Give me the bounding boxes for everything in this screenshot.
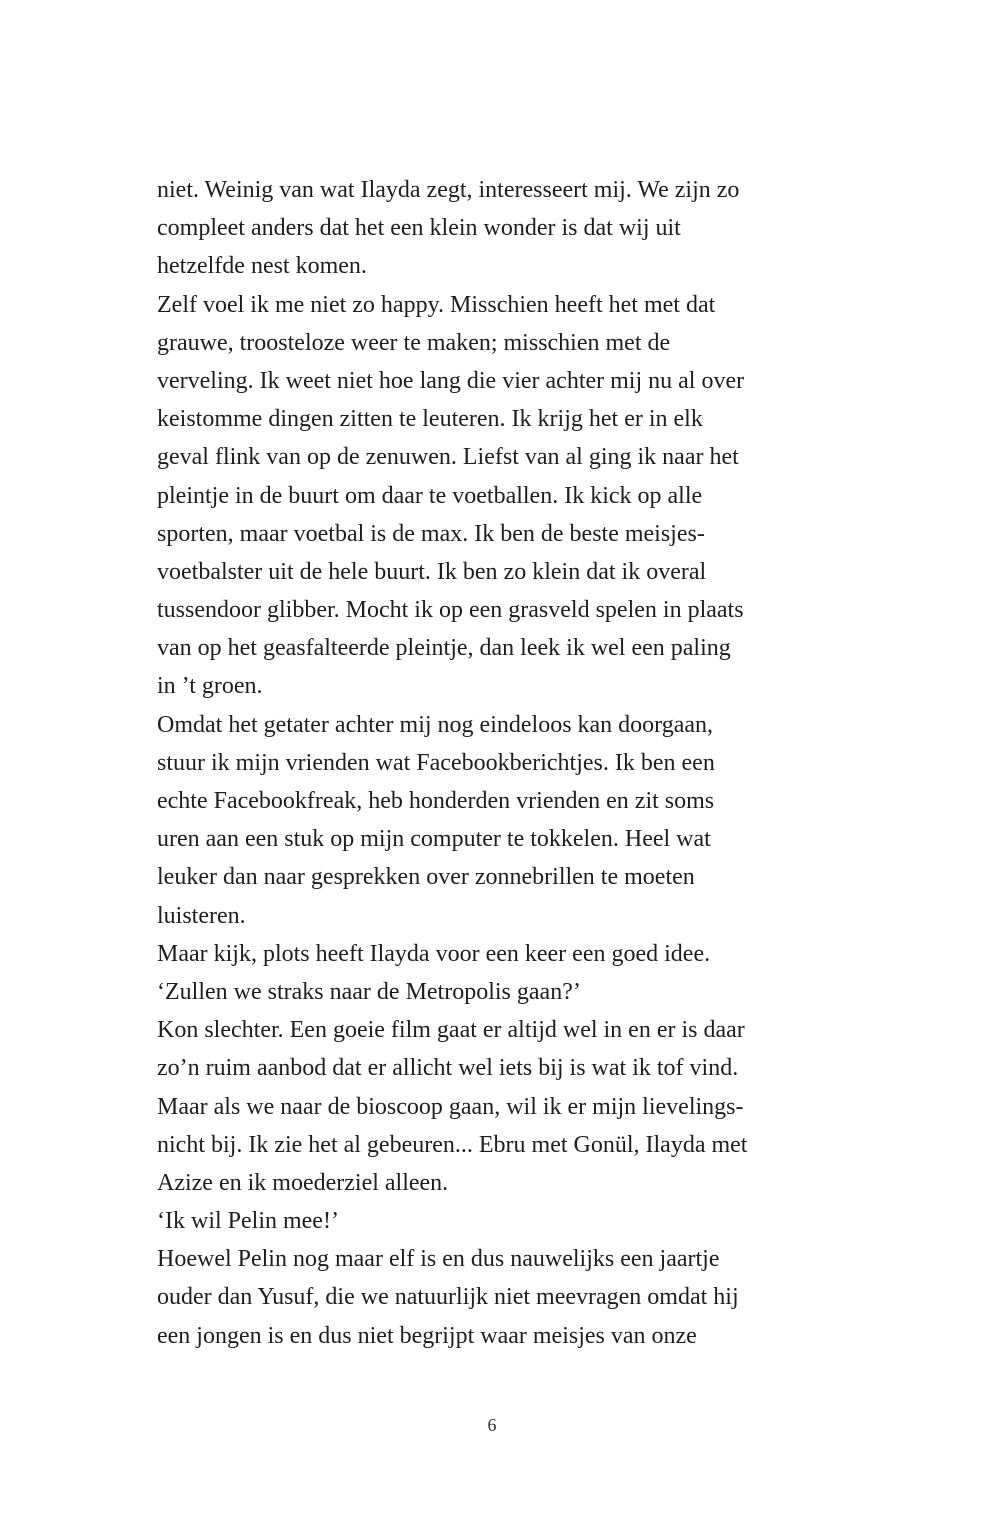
text-line: Maar als we naar de bioscoop gaan, wil ik er mijn lievelings- (157, 1093, 744, 1120)
text-line: keistomme dingen zitten te leuteren. Ik krijg het er in elk (157, 406, 703, 433)
text-line: compleet anders dat het een klein wonder is dat wij uit (157, 215, 681, 242)
text-line: Hoewel Pelin nog maar elf is en dus nauwelijks een jaartje (157, 1246, 720, 1273)
text-line: echte Facebookfreak, heb honderden vrienden en zit soms (157, 788, 715, 814)
body-text (157, 171, 857, 1355)
text-line: stuur ik mijn vrienden wat Facebookberichtjes. Ik ben een (157, 749, 715, 776)
text-line: Omdat het getater achter mij nog eindeloos kan doorgaan, (157, 711, 714, 738)
text-line: leuker dan naar gesprekken over zonnebrillen te moeten (157, 864, 695, 891)
page-number: 6 (487, 1415, 497, 1435)
text-line: ouder dan Yusuf, die we natuurlijk niet meevragen omdat hij (157, 1284, 739, 1311)
text-line: voetbalster uit de hele buurt. Ik ben zo klein dat ik overal (157, 558, 707, 585)
text-line: sporten, maar voetbal is de max. Ik ben de beste meisjes- (157, 520, 705, 547)
text-line: tussendoor glibber. Mocht ik op een grasveld spelen in plaats (157, 597, 744, 624)
text-line: Zelf voel ik me niet zo happy. Misschien heeft het met dat (157, 291, 716, 318)
text-line: pleintje in de buurt om daar te voetballen. Ik kick op alle (157, 482, 703, 509)
text-line: Azize en ik moederziel alleen. (157, 1169, 449, 1196)
text-line: hetzelfde nest komen. (157, 253, 367, 280)
text-line: grauwe, troosteloze weer te maken; misschien met de (157, 329, 671, 356)
text-line: in ’t groen. (157, 673, 263, 700)
text-line: luisteren. (157, 902, 246, 929)
text-line: geval flink van op de zenuwen. Liefst van al ging ik naar het (157, 444, 739, 471)
text-line: verveling. Ik weet niet hoe lang die vier achter mij nu al over (157, 367, 745, 394)
text-line: niet. Weinig van wat Ilayda zegt, interesseert mij. We zijn zo (157, 177, 740, 203)
text-line: uren aan een stuk op mijn computer te tokkelen. Heel wat (157, 826, 711, 853)
text-line: zo’n ruim aanbod dat er allicht wel iets bij is wat ik tof vind. (157, 1055, 739, 1082)
text-line: Maar kijk, plots heeft Ilayda voor een keer een goed idee. (157, 940, 711, 967)
text-line: van op het geasfalteerde pleintje, dan leek ik wel een paling (157, 635, 731, 662)
text-line: nicht bij. Ik zie het al gebeuren... Ebru met Gonül, Ilayda met (157, 1131, 748, 1158)
text-line: ‘Ik wil Pelin mee!’ (157, 1208, 339, 1235)
text-line: een jongen is en dus niet begrijpt waar meisjes van onze (157, 1322, 697, 1349)
text-line: ‘Zullen we straks naar de Metropolis gaan?’ (157, 978, 581, 1005)
text-line: Kon slechter. Een goeie film gaat er altijd wel in en er is daar (157, 1017, 745, 1044)
